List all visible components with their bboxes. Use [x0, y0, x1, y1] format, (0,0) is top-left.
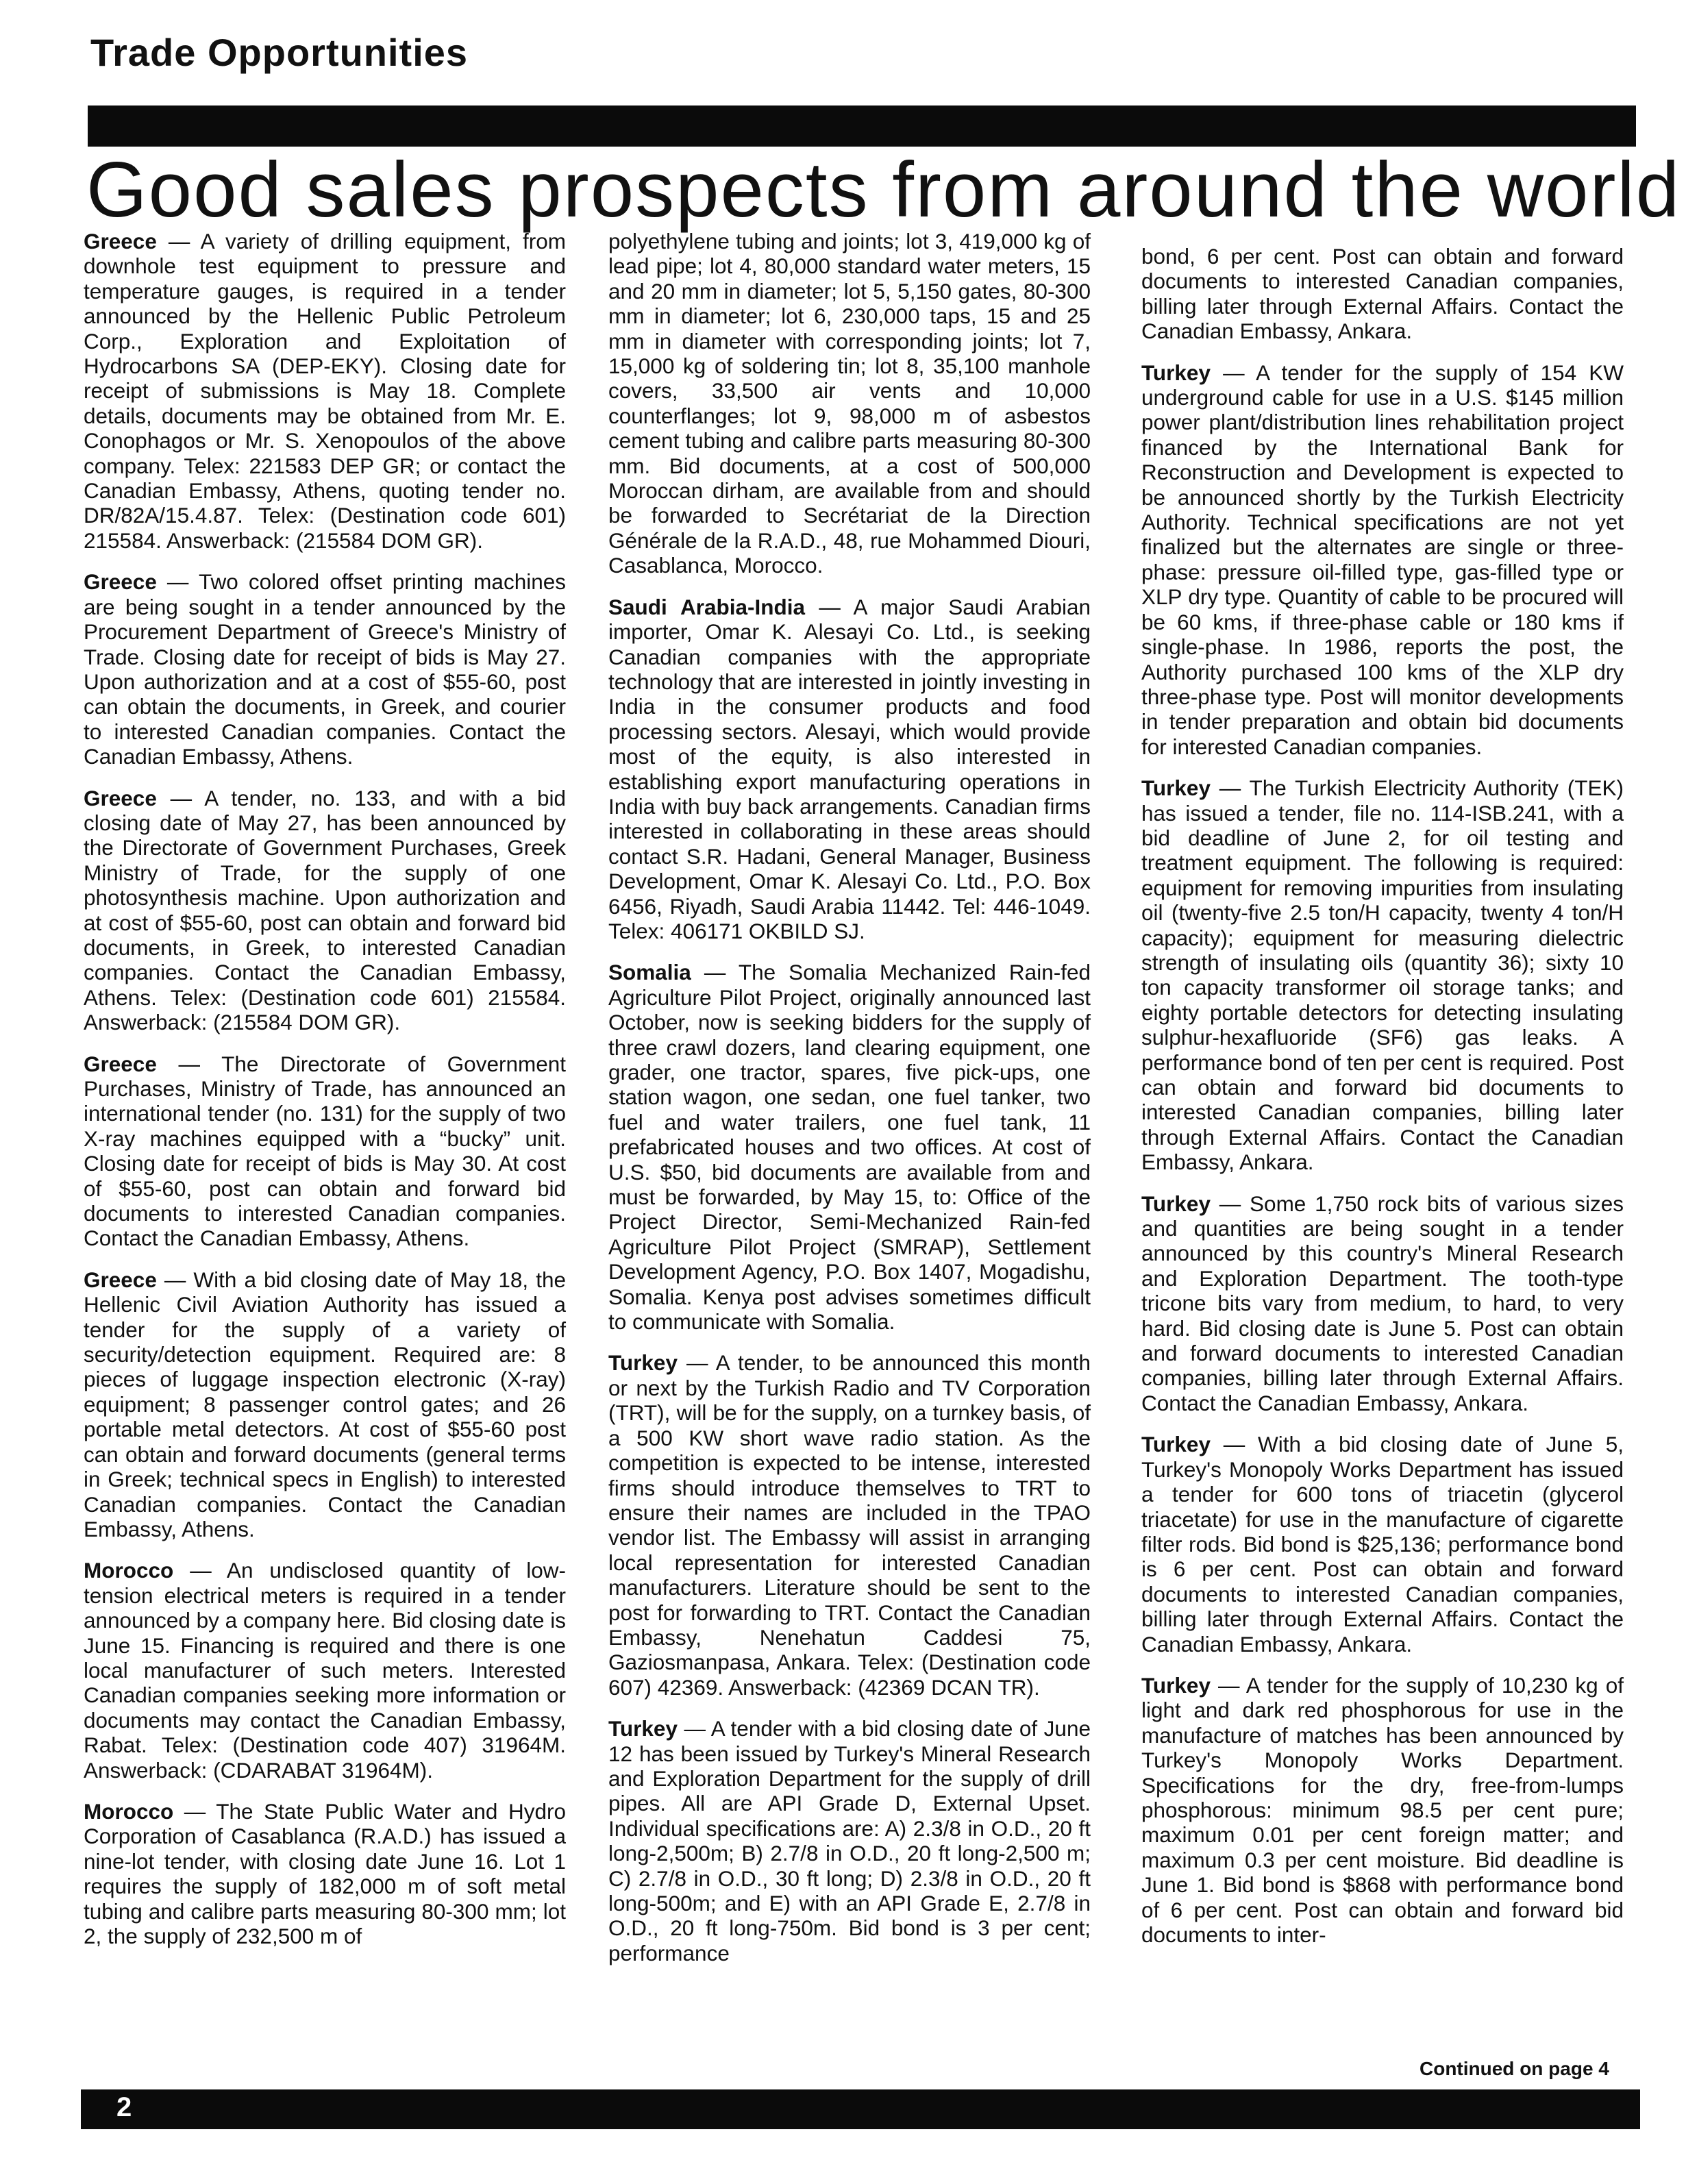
- article-item: [1141, 244, 1624, 344]
- country-name: Greece: [84, 1267, 157, 1292]
- bottom-rule-bar: [81, 2089, 1640, 2129]
- country-name: Turkey: [1141, 775, 1211, 801]
- country-name: Greece: [84, 229, 157, 253]
- country-name: Morocco: [84, 1558, 174, 1583]
- country-name: Greece: [84, 569, 157, 595]
- article-item: [84, 1267, 566, 1541]
- article-text: — A tender, no. 133, and with a bid closing date of May 27, has been announced by the Directorate of Government Purchases, Greek Ministry of Trade, for the supply of one photosynthesis machine. Upon authorization and at cost of $55-60, post can obtain and forward bid documents, in Greek, to interested Canadian companies. Contact the Canadian Embassy, Athens. Telex: (Destination code 601) 215584. Answerback: (215584 DOM GR).: [84, 785, 566, 1035]
- article-item: [84, 569, 566, 769]
- article-item: [1141, 1673, 1624, 1947]
- article-text: — A major Saudi Arabian importer, Omar K. Alesayi Co. Ltd., is seeking Canadian companies with the appropriate technology that are interested in jointly investing in India in the consumer products and food processing sectors. Alesayi, which would provide most of the equity, is also interested in establishing export manufacturing operations in India with buy back arrangements. Canadian firms interested in collaborating in these areas should contact S.R. Hadani, General Manager, Business Development, Omar K. Alesayi Co. Ltd., P.O. Box 6456, Riyadh, Saudi Arabia 11442. Tel: 446-1049. Telex: 406171 OKBILD SJ.: [608, 594, 1091, 943]
- article-item: [84, 1558, 566, 1783]
- article-item: [1141, 1191, 1624, 1416]
- article-text: — A tender for the supply of 154 KW underground cable for use in a U.S. $145 million power plant/distribution lines rehabilitation project financed by the International Bank for Reconstruction and Development is expected to be announced shortly by the Turkish Electricity Authority. Technical specifications are not yet finalized but the alternates are single or three-phase: pressure oil-filled type, gas-filled type or XLP dry type. Quantity of cable to be procured will be 60 kms, if three-phase cable or 180 kms if single-phase. In 1986, reports the post, the Authority purchased 100 kms of the XLP dry three-phase type. Post will monitor developments in tender preparation and obtain bid documents for interested Canadian companies.: [1141, 360, 1624, 759]
- article-text: — A variety of drilling equipment, from downhole test equipment to pressure and temperature gauges, is required in a tender announced by the Hellenic Public Petroleum Corp., Exploration and Exploitation of Hydrocarbons SA (DEP-EKY). Closing date for receipt of submissions is May 18. Complete details, documents may be obtained from Mr. E. Conophagos or Mr. S. Xenopoulos of the above company. Telex: 221583 DEP GR; or contact the Canadian Embassy, Athens, quoting tender no. DR/82A/15.4.87. Telex: (Destination code 601) 215584. Answerback: (215584 DOM GR).: [84, 229, 566, 553]
- section-label: Trade Opportunities: [90, 31, 469, 74]
- article-item: [608, 595, 1091, 944]
- article-item: [1141, 775, 1624, 1175]
- country-name: Turkey: [608, 1716, 678, 1741]
- country-name: Greece: [84, 785, 157, 810]
- country-name: Somalia: [608, 960, 691, 985]
- article-text: — The Somalia Mechanized Rain-fed Agriculture Pilot Project, originally announced last October, now is seeking bidders for the supply of three crawl dozers, land clearing equipment, one grader, one tractor, spares, five pick-ups, one station wagon, one sedan, one fuel tanker, two fuel and water trailers, one fuel tank, 11 prefabricated houses and two offices. At cost of U.S. $50, bid documents are available from and must be forwarded, by May 15, to: Office of the Project Director, Semi-Mechanized Rain-fed Agriculture Pilot Project (SMRAP), Settlement Development Agency, P.O. Box 1407, Mogadishu, Somalia. Kenya post advises sometimes difficult to communicate with Somalia.: [608, 960, 1091, 1335]
- article-item: [608, 1716, 1091, 1965]
- country-name: Saudi Arabia-India: [608, 594, 805, 619]
- headline: Good sales prospects from around the world: [86, 147, 1681, 234]
- article-text: — With a bid closing date of June 5, Turkey's Monopoly Works Department has issued a tender for 600 tons of triacetin (glycerol triacetate) for use in the manufacture of cigarette filter rods. Bid bond is $25,136; performance bond is 6 per cent. Post can obtain and forward documents to interested Canadian companies, billing later through External Affairs. Contact the Canadian Embassy, Ankara.: [1141, 1432, 1624, 1656]
- country-name: Greece: [84, 1051, 157, 1076]
- article-item: [1141, 1432, 1624, 1656]
- country-name: Turkey: [608, 1350, 678, 1376]
- continued-notice: Continued on page 4: [1420, 2058, 1609, 2079]
- article-text: — The Turkish Electricity Authority (TEK) has issued a tender, file no. 114-ISB.241, with a bid deadline of June 2, for oil testing and treatment equipment. The following is required: equipment for removing impurities from insulating oil (twenty-five 2.5 ton/H capacity, twenty 4 ton/H capacity); equipment for measuring dielectric strength of insulating oils (quantity 36); sixty 10 ton capacity transformer oil storage tanks; and eighty portable detectors for detecting insulating sulphur-hexafluoride (SF6) gas leaks. A performance bond of ten per cent is required. Post can obtain and forward bid documents to interested Canadian companies, billing later through External Affairs. Contact the Canadian Embassy, Ankara.: [1141, 775, 1624, 1175]
- article-text: polyethylene tubing and joints; lot 3, 419,000 kg of lead pipe; lot 4, 80,000 standard water meters, 15 and 20 mm in diameter; lot 5, 5,150 gates, 80-300 mm in diameter; lot 6, 230,000 taps, 15 and 25 mm in diameter with corresponding joints; lot 7, 15,000 kg of soldering tin; lot 8, 35,100 manhole covers, 33,500 air vents and 10,000 counterflanges; lot 9, 98,000 m of asbestos cement tubing and calibre parts measuring 80-300 mm. Bid documents, at a cost of 500,000 Moroccan dirham, are available from and should be forwarded to Secrétariat de la Direction Générale de la R.A.D., 48, rue Mohammed Diouri, Casablanca, Morocco.: [608, 229, 1091, 578]
- article-text: — A tender for the supply of 10,230 kg of light and dark red phosphorous for use in the manufacture of matches has been announced by Turkey's Monopoly Works Department. Specifications for the dry, free-from-lumps phosphorous: minimum 98.5 per cent pure; maximum 0.01 per cent foreign matter; and maximum 0.3 per cent moisture. Bid deadline is June 1. Bid bond is $868 with performance bond of 6 per cent. Post can obtain and forward bid documents to inter-: [1141, 1672, 1624, 1947]
- column-2: [608, 229, 1091, 1982]
- article-item: [608, 1350, 1091, 1700]
- top-rule-bar: [88, 106, 1636, 147]
- article-text: — A tender with a bid closing date of June 12 has been issued by Turkey's Mineral Research and Exploration Department for the supply of drill pipes. All are API Grade D, External Upset. Individual specifications are: A) 2.3/8 in O.D., 20 ft long-2,500m; B) 2.7/8 in O.D., 20 ft long-2,500 m; C) 2.7/8 in O.D., 30 ft long; D) 2.3/8 in O.D., 20 ft long-500m; and E) with an API Grade E, 2.7/8 in O.D., 20 ft long-750m. Bid bond is 3 per cent; performance: [608, 1716, 1091, 1965]
- article-text: — The State Public Water and Hydro Corporation of Casablanca (R.A.D.) has issued a nine-lot tender, with closing date June 16. Lot 1 requires the supply of 182,000 m of soft metal tubing and calibre parts measuring 80-300 mm; lot 2, the supply of 232,500 m of: [84, 1798, 566, 1948]
- country-name: Turkey: [1141, 360, 1211, 385]
- article-text: — An undisclosed quantity of low-tension electrical meters is required in a tender announced by a company here. Bid closing date is June 15. Financing is required and there is one local manufacturer of such meters. Interested Canadian companies seeking more information or documents may contact the Canadian Embassy, Rabat. Telex: (Destination code 407) 31964M. Answerback: (CDARABAT 31964M).: [84, 1558, 566, 1783]
- article-item: [608, 960, 1091, 1334]
- article-text: — A tender, to be announced this month or next by the Turkish Radio and TV Corporation (TRT), will be for the supply, on a turnkey basis, of a 500 KW short wave radio station. As the competition is expected to be intense, interested firms should introduce themselves to TRT to ensure their names are included in the TPAO vendor list. The Embassy will assist in arranging local representation for interested Canadian manufacturers. Literature should be sent to the post for forwarding to TRT. Contact the Canadian Embassy, Nenehatun Caddesi 75, Gaziosmanpasa, Ankara. Telex: (Destination code 607) 42369. Answerback: (42369 DCAN TR).: [608, 1350, 1091, 1700]
- country-name: Turkey: [1141, 1191, 1211, 1216]
- article-item: [84, 1799, 566, 1948]
- article-text: — With a bid closing date of May 18, the Hellenic Civil Aviation Authority has issued a tender for the supply of a variety of security/detection equipment. Required are: 8 pieces of luggage inspection electronic (X-ray) equipment; 8 passenger control gates; and 26 portable metal detectors. At cost of $55-60 post can obtain and forward documents (general terms in Greek; technical specs in English) to interested Canadian companies. Contact the Canadian Embassy, Athens.: [84, 1267, 566, 1541]
- country-name: Turkey: [1141, 1672, 1211, 1698]
- article-text: — The Directorate of Government Purchases, Ministry of Trade, has announced an international tender (no. 131) for the supply of two X-ray machines equipped with a “bucky” unit. Closing date for receipt of bids is May 30. At cost of $55-60, post can obtain and forward bid documents to interested Canadian companies. Contact the Canadian Embassy, Athens.: [84, 1051, 566, 1251]
- article-item: [1141, 360, 1624, 760]
- article-item: [84, 1052, 566, 1251]
- article-text: — Some 1,750 rock bits of various sizes and quantities are being sought in a tender announced by this country's Mineral Research and Exploration Department. The tooth-type tricone bits vary from medium, to hard, to very hard. Bid closing date is June 5. Post can obtain and forward documents to interested Canadian companies, billing later through External Affairs. Contact the Canadian Embassy, Ankara.: [1141, 1191, 1624, 1415]
- column-3: [1141, 244, 1624, 1963]
- article-item: [84, 786, 566, 1035]
- country-name: Morocco: [84, 1798, 174, 1824]
- article-item: [608, 229, 1091, 578]
- page-number: 2: [116, 2092, 132, 2122]
- article-text: — Two colored offset printing machines are being sought in a tender announced by the Procurement Department of Greece's Ministry of Trade. Closing date for receipt of bids is May 27. Upon authorization and at a cost of $55-60, post can obtain the documents, in Greek, and courier to interested Canadian companies. Contact the Canadian Embassy, Athens.: [84, 569, 566, 769]
- column-1: [84, 229, 566, 1965]
- country-name: Turkey: [1141, 1432, 1211, 1457]
- article-text: bond, 6 per cent. Post can obtain and forward documents to interested Canadian companies, billing later through External Affairs. Contact the Canadian Embassy, Ankara.: [1141, 244, 1624, 344]
- article-item: [84, 229, 566, 553]
